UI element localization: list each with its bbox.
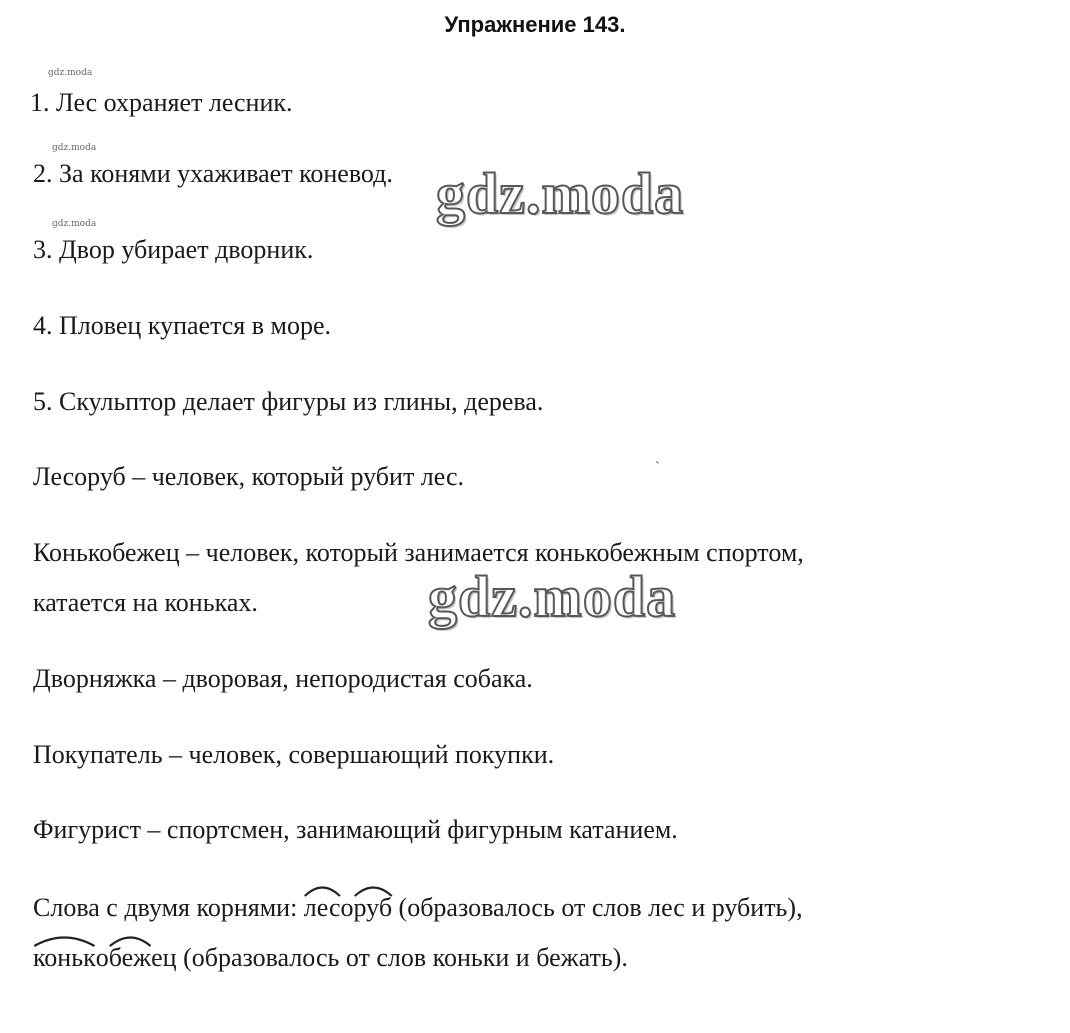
watermark-small: gdz.moda (48, 68, 93, 78)
watermark-large: gdz.moda (436, 161, 685, 226)
sentence-3: 3. Двор убирает дворник. (33, 235, 314, 264)
root-arc-icon (304, 883, 341, 897)
root-arc-icon (354, 883, 393, 897)
word-lesorub: лесо руб (304, 893, 392, 922)
watermark-large: gdz.moda (428, 564, 677, 629)
page-title: Упражнение 143. (444, 12, 626, 37)
root-arc-icon (109, 933, 151, 947)
definition-konkobezhets-2: катается на коньках. (33, 588, 258, 617)
scan-speck: ˋ (655, 460, 660, 475)
conclusion-prefix: Слова с двумя корнями: (33, 893, 304, 922)
word-konkobezhets: конько бежец (33, 943, 177, 972)
watermark-small: gdz.moda (52, 219, 97, 229)
sentence-2: 2. За конями ухаживает коневод. (33, 159, 393, 188)
sentence-4: 4. Пловец купается в море. (33, 311, 332, 340)
watermark-small: gdz.moda (52, 143, 97, 153)
conclusion-rest-2: (образовалось от слов коньки и бежать). (176, 943, 628, 972)
definition-figurist: Фигурист – спортсмен, занимающий фигурным катанием. (33, 815, 678, 844)
root-konk: коньк (33, 943, 96, 973)
definition-dvornyazhka: Дворняжка – дворовая, непородистая собака. (33, 664, 533, 693)
sentence-5: 5. Скульптор делает фигуры из глины, дерева. (33, 387, 544, 416)
definition-lesorub: Лесоруб – человек, который рубит лес. (33, 462, 465, 491)
conclusion-line-1 (33, 893, 803, 923)
conclusion-rest-1: (образовалось от слов лес и рубить), (392, 893, 803, 922)
sentence-1: 1. Лес охраняет лесник. (30, 88, 293, 117)
definition-konkobezhets-1: Конькобежец – человек, который занимается конькобежным спортом, (33, 538, 804, 567)
root-les: лес (304, 893, 341, 923)
root-rub: руб (354, 893, 393, 923)
root-bezh: беж (109, 943, 151, 973)
root-arc-icon (33, 933, 96, 947)
definition-pokupatel: Покупатель – человек, совершающий покупки. (33, 740, 555, 769)
conclusion-line-2 (33, 943, 628, 973)
